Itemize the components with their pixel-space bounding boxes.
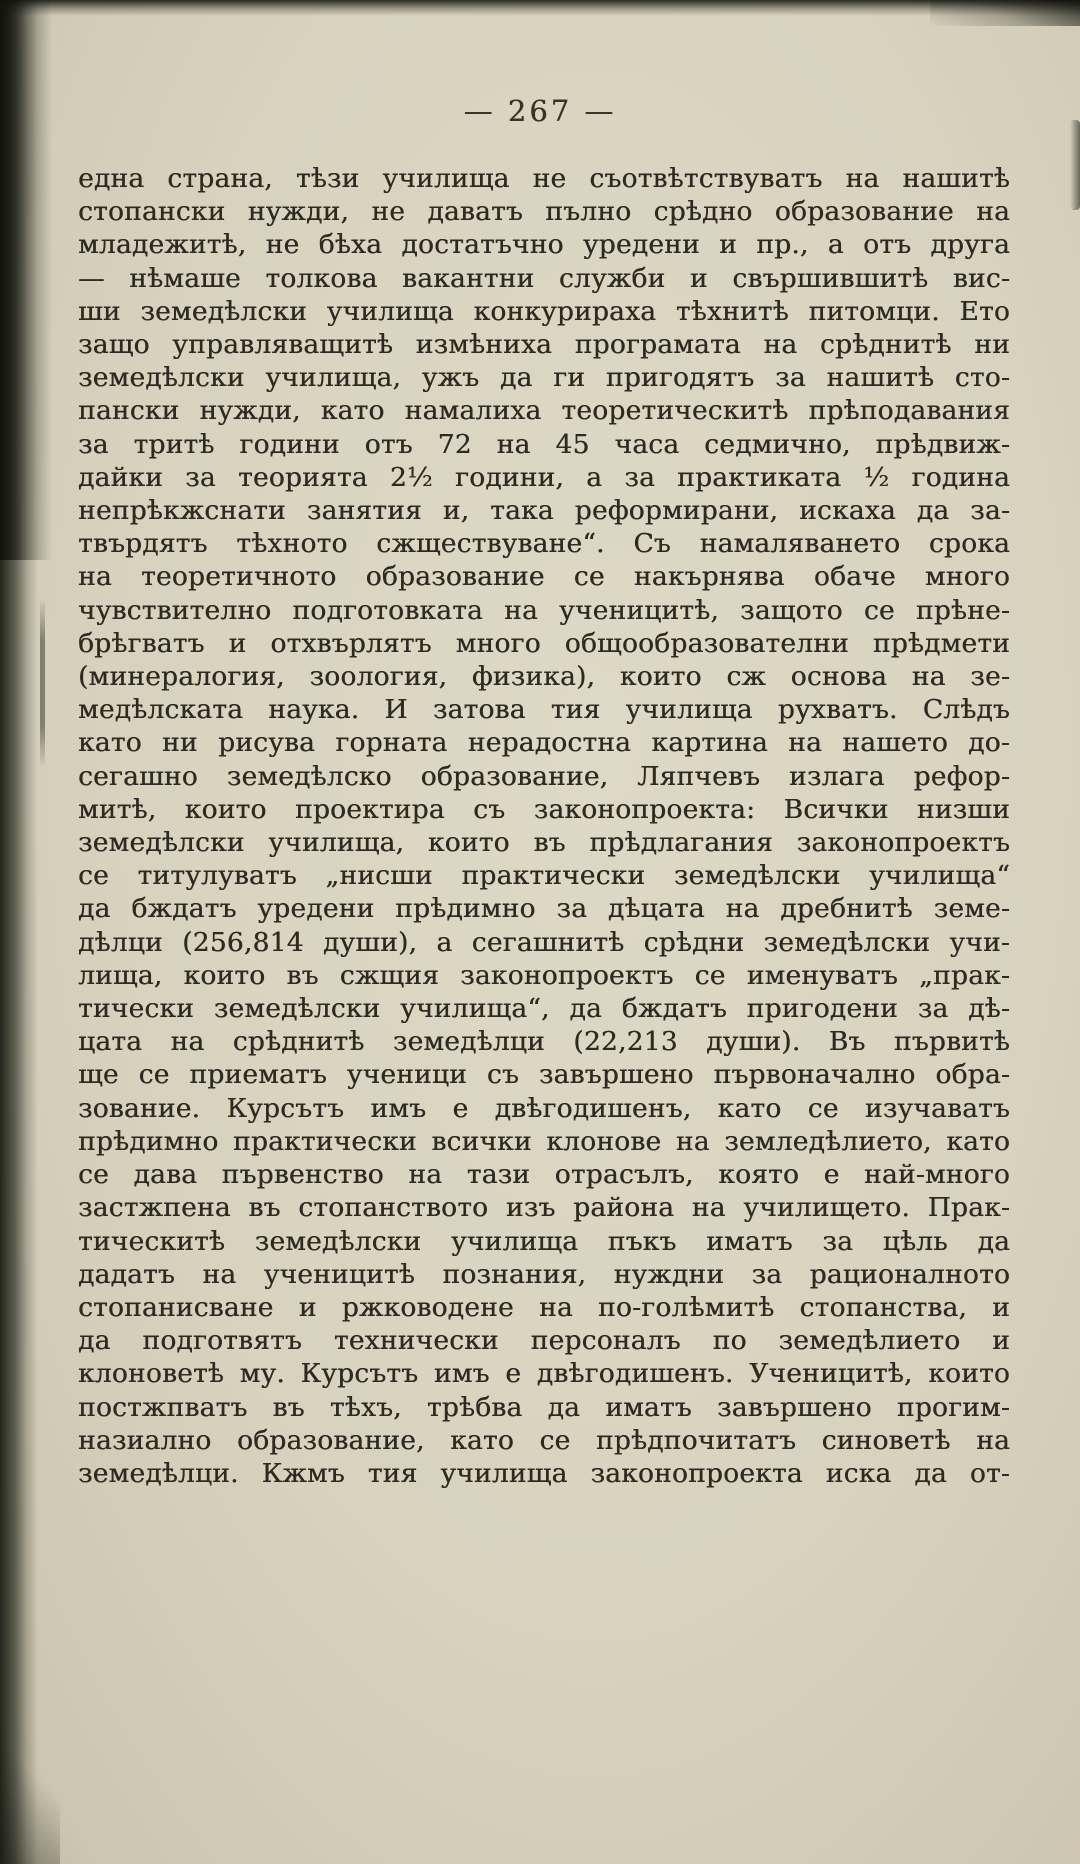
text-line: пански нужди, като намалиха теоретическитѣ прѣподавания [78,395,1010,427]
text-line: постжпватъ въ тѣхъ, трѣбва да иматъ завършено прогим- [78,1391,1010,1423]
text-line: защо управляващитѣ измѣниха програмата на срѣднитѣ ни [78,329,1010,361]
text-line: една страна, тѣзи училища не съотвѣтствуватъ на нашитѣ [78,163,1010,194]
text-line: дадатъ на ученицитѣ познания, нуждни за рационалното [78,1258,1010,1290]
text-line: медѣлската наука. И затова тия училища рухватъ. Слѣдъ [78,694,1010,726]
text-line: ши земедѣлски училища конкурираха тѣхнитѣ питомци. Ето [78,295,1010,327]
text-line: зование. Курсътъ имъ е двѣгодишенъ, като се изучаватъ [78,1092,1010,1124]
text-line: непрѣкжснати занятия и, така реформирани, искаха да за- [78,495,1010,527]
scan-edge-right-mark [1070,120,1080,210]
text-line: ще се приематъ ученици съ завършено първоначално обра- [78,1059,1010,1091]
text-line: на теоретичното образование се накърнява обаче много [78,561,1010,593]
text-line: тическитѣ земедѣлски училища пъкъ иматъ за цѣль да [78,1225,1010,1257]
text-line: митѣ, които проектира съ законопроекта: Всички низши [78,793,1010,825]
text-line: прѣдимно практически всички клонове на земледѣлието, като [78,1125,1010,1157]
scan-corner-bottom-left [0,1744,60,1864]
text-line: тически земедѣлски училища“, да бждатъ пригодени за дѣ- [78,993,1010,1025]
scan-edge-top [0,0,1080,16]
text-line: да подготвятъ технически персоналъ по земедѣлието и [78,1325,1010,1357]
text-line: клоноветѣ му. Курсътъ имъ е двѣгодишенъ. Ученицитѣ, които [78,1358,1010,1390]
text-line: стопанисване и ржководене на по-голѣмитѣ стопанства, и [78,1291,1010,1323]
text-line: назиално образование, като се прѣдпочитатъ синоветѣ на [78,1424,1010,1456]
text-line: земедѣлци. Кжмъ тия училища законопроекта иска да от- [78,1457,1010,1489]
text-line: да бждатъ уредени прѣдимно за дѣцата на дребнитѣ земе- [78,893,1010,925]
text-line: дайки за теорията 2½ години, а за практиката ½ година [78,461,1010,493]
text-line: цата на срѣднитѣ земедѣлци (22,213 души). Въ първитѣ [78,1026,1010,1058]
scan-margin-artifact [40,598,45,768]
text-line: се титулуватъ „нисши практически земедѣлски училища“ [78,860,1010,892]
body-text-block [78,162,1010,1490]
text-line: земедѣлски училища, ужъ да ги пригодятъ за нашитѣ сто- [78,362,1010,394]
text-line: чувствително подготовката на ученицитѣ, защото се прѣне- [78,594,1010,626]
text-line: се дава първенство на тази отрасълъ, която е най-много [78,1159,1010,1191]
text-line: (минералогия, зоология, физика), които сж основа на зе- [78,661,1010,693]
text-line: стопански нужди, не даватъ пълно срѣдно образование на [78,196,1010,228]
text-line: застжпена въ стопанството изъ района на училището. Прак- [78,1192,1010,1224]
text-line: за тритѣ години отъ 72 на 45 часа седмично, прѣдвиж- [78,428,1010,460]
text-line: земедѣлски училища, които въ прѣдлагания законопроектъ [78,827,1010,859]
page-number: — 267 — [463,94,617,128]
text-line: лища, които въ сжщия законопроектъ се именуватъ „прак- [78,959,1010,991]
text-line: — нѣмаше толкова вакантни служби и свършившитѣ вис- [78,262,1010,294]
text-line: сегашно земедѣлско образование, Ляпчевъ излага рефор- [78,760,1010,792]
text-line: младежитѣ, не бѣха достатъчно уредени и пр., а отъ друга [78,229,1010,261]
text-line: брѣгватъ и отхвърлятъ много общообразователни прѣдмети [78,627,1010,659]
text-line: като ни рисува горната нерадостна картина на нашето до- [78,727,1010,759]
text-line: твърдятъ тѣхното сжществуване“. Съ намаляването срока [78,528,1010,560]
scan-corner-top-right [930,0,1080,26]
scan-edge-left-top [0,0,52,560]
text-line: дѣлци (256,814 души), а сегашнитѣ срѣдни земедѣлски учи- [78,926,1010,958]
